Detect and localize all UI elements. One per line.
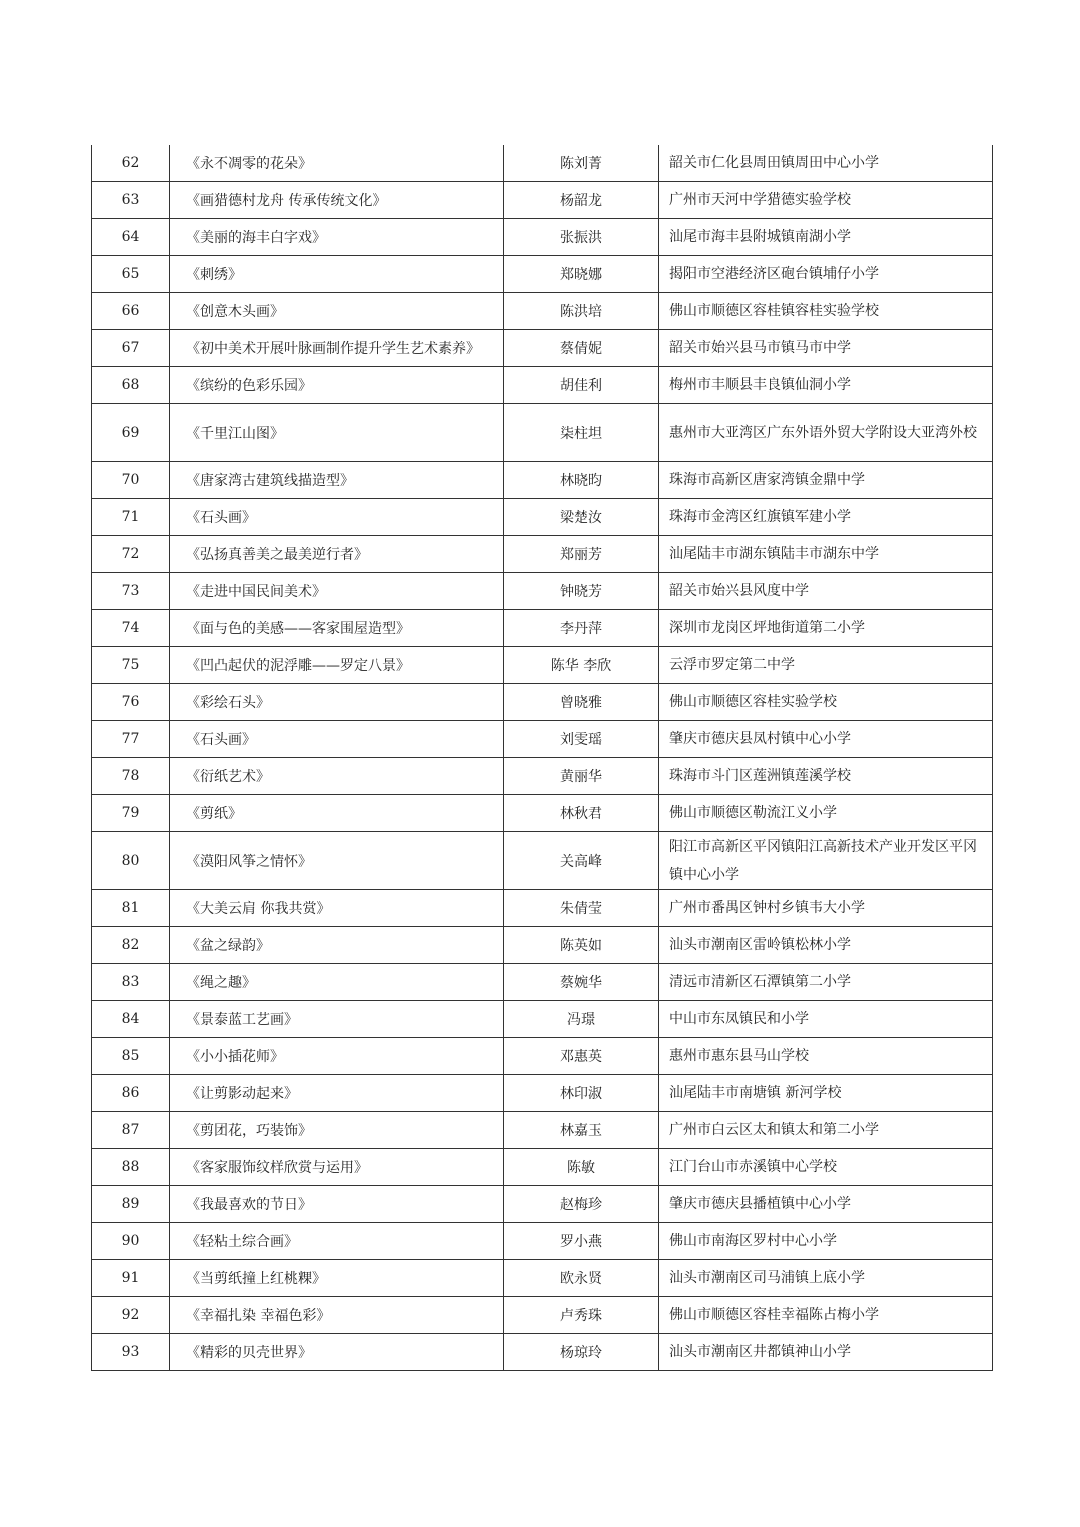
table-row (92, 1001, 993, 1038)
table-row (92, 1075, 993, 1112)
table-row (92, 684, 993, 721)
table-row (92, 610, 993, 647)
row-school: 佛山市顺德区容桂幸福陈占梅小学 (659, 1297, 993, 1334)
row-title: 《剪团花，巧装饰》 (170, 1112, 504, 1149)
row-school: 佛山市顺德区容桂实验学校 (659, 684, 993, 721)
row-school: 云浮市罗定第二中学 (659, 647, 993, 684)
row-author: 蔡婉华 (504, 964, 659, 1001)
table-row (92, 890, 993, 927)
row-title: 《刺绣》 (170, 256, 504, 293)
row-title: 《弘扬真善美之最美逆行者》 (170, 536, 504, 573)
row-number: 84 (92, 1001, 170, 1038)
row-number: 62 (92, 145, 170, 182)
row-author: 赵梅珍 (504, 1186, 659, 1223)
row-school: 广州市番禺区钟村乡镇韦大小学 (659, 890, 993, 927)
row-number: 76 (92, 684, 170, 721)
table-row (92, 462, 993, 499)
row-author: 罗小燕 (504, 1223, 659, 1260)
row-school: 惠州市大亚湾区广东外语外贸大学附设大亚湾外校 (659, 404, 993, 462)
row-author: 林秋君 (504, 795, 659, 832)
row-school: 揭阳市空港经济区砲台镇埔仔小学 (659, 256, 993, 293)
row-author: 欧永贤 (504, 1260, 659, 1297)
row-number: 79 (92, 795, 170, 832)
row-school: 广州市天河中学猎德实验学校 (659, 182, 993, 219)
row-title: 《幸福扎染 幸福色彩》 (170, 1297, 504, 1334)
row-school: 韶关市始兴县风度中学 (659, 573, 993, 610)
row-author: 杨韶龙 (504, 182, 659, 219)
row-school: 清远市清新区石潭镇第二小学 (659, 964, 993, 1001)
row-school: 珠海市金湾区红旗镇军建小学 (659, 499, 993, 536)
row-author: 钟晓芳 (504, 573, 659, 610)
row-school: 江门台山市赤溪镇中心学校 (659, 1149, 993, 1186)
row-number: 67 (92, 330, 170, 367)
table-row (92, 1334, 993, 1371)
row-title: 《盆之绿韵》 (170, 927, 504, 964)
table-row (92, 795, 993, 832)
row-number: 81 (92, 890, 170, 927)
row-author: 陈洪培 (504, 293, 659, 330)
row-title: 《小小插花师》 (170, 1038, 504, 1075)
table-row (92, 404, 993, 462)
row-school: 佛山市南海区罗村中心小学 (659, 1223, 993, 1260)
row-title: 《美丽的海丰白字戏》 (170, 219, 504, 256)
row-number: 68 (92, 367, 170, 404)
row-title: 《初中美术开展叶脉画制作提升学生艺术素养》 (170, 330, 504, 367)
table-row (92, 293, 993, 330)
table-body (92, 145, 993, 1371)
row-number: 89 (92, 1186, 170, 1223)
table-row (92, 927, 993, 964)
row-title: 《轻粘土综合画》 (170, 1223, 504, 1260)
row-school: 惠州市惠东县马山学校 (659, 1038, 993, 1075)
row-number: 93 (92, 1334, 170, 1371)
row-number: 73 (92, 573, 170, 610)
row-school: 佛山市顺德区勒流江义小学 (659, 795, 993, 832)
row-author: 刘雯瑶 (504, 721, 659, 758)
table-row (92, 219, 993, 256)
row-title: 《缤纷的色彩乐园》 (170, 367, 504, 404)
table-row (92, 145, 993, 182)
row-number: 82 (92, 927, 170, 964)
row-author: 陈刘菁 (504, 145, 659, 182)
row-title: 《凹凸起伏的泥浮雕——罗定八景》 (170, 647, 504, 684)
table-row (92, 573, 993, 610)
row-title: 《画猎德村龙舟 传承传统文化》 (170, 182, 504, 219)
row-number: 91 (92, 1260, 170, 1297)
row-number: 83 (92, 964, 170, 1001)
row-number: 90 (92, 1223, 170, 1260)
row-title: 《创意木头画》 (170, 293, 504, 330)
table-row (92, 1223, 993, 1260)
table-row (92, 330, 993, 367)
row-number: 92 (92, 1297, 170, 1334)
row-author: 关高峰 (504, 832, 659, 890)
row-title: 《石头画》 (170, 499, 504, 536)
row-title: 《走进中国民间美术》 (170, 573, 504, 610)
table-row (92, 758, 993, 795)
row-author: 郑丽芳 (504, 536, 659, 573)
row-author: 陈英如 (504, 927, 659, 964)
row-title: 《大美云肩 你我共赏》 (170, 890, 504, 927)
row-title: 《彩绘石头》 (170, 684, 504, 721)
row-number: 65 (92, 256, 170, 293)
award-list-table (91, 145, 993, 1371)
row-number: 78 (92, 758, 170, 795)
row-author: 蔡倩妮 (504, 330, 659, 367)
table-row (92, 499, 993, 536)
table-row (92, 256, 993, 293)
table-row (92, 1149, 993, 1186)
row-number: 87 (92, 1112, 170, 1149)
row-author: 胡佳利 (504, 367, 659, 404)
row-school: 中山市东凤镇民和小学 (659, 1001, 993, 1038)
row-title: 《精彩的贝壳世界》 (170, 1334, 504, 1371)
row-title: 《景泰蓝工艺画》 (170, 1001, 504, 1038)
row-school: 汕尾陆丰市南塘镇 新河学校 (659, 1075, 993, 1112)
table-row (92, 1038, 993, 1075)
row-title: 《当剪纸撞上红桃粿》 (170, 1260, 504, 1297)
row-number: 75 (92, 647, 170, 684)
row-title: 《唐家湾古建筑线描造型》 (170, 462, 504, 499)
row-author: 林嘉玉 (504, 1112, 659, 1149)
row-author: 陈敏 (504, 1149, 659, 1186)
row-title: 《我最喜欢的节日》 (170, 1186, 504, 1223)
row-author: 张振洪 (504, 219, 659, 256)
row-author: 曾晓雅 (504, 684, 659, 721)
table-row (92, 1186, 993, 1223)
row-number: 86 (92, 1075, 170, 1112)
row-school: 肇庆市德庆县播植镇中心小学 (659, 1186, 993, 1223)
table-row (92, 647, 993, 684)
row-school: 梅州市丰顺县丰良镇仙洞小学 (659, 367, 993, 404)
table-row (92, 832, 993, 890)
row-title: 《漠阳风筝之情怀》 (170, 832, 504, 890)
row-number: 66 (92, 293, 170, 330)
row-author: 郑晓娜 (504, 256, 659, 293)
row-title: 《衍纸艺术》 (170, 758, 504, 795)
row-title: 《石头画》 (170, 721, 504, 758)
row-title: 《让剪影动起来》 (170, 1075, 504, 1112)
row-number: 69 (92, 404, 170, 462)
row-school: 肇庆市德庆县凤村镇中心小学 (659, 721, 993, 758)
row-number: 85 (92, 1038, 170, 1075)
table-row (92, 536, 993, 573)
row-school: 佛山市顺德区容桂镇容桂实验学校 (659, 293, 993, 330)
row-school: 汕头市潮南区井都镇神山小学 (659, 1334, 993, 1371)
table-row (92, 182, 993, 219)
row-school: 珠海市高新区唐家湾镇金鼎中学 (659, 462, 993, 499)
row-author: 柒柱坦 (504, 404, 659, 462)
row-number: 70 (92, 462, 170, 499)
row-title: 《绳之趣》 (170, 964, 504, 1001)
row-author: 冯璟 (504, 1001, 659, 1038)
row-number: 80 (92, 832, 170, 890)
row-school: 汕尾陆丰市湖东镇陆丰市湖东中学 (659, 536, 993, 573)
row-author: 林印淑 (504, 1075, 659, 1112)
row-number: 63 (92, 182, 170, 219)
table-row (92, 1260, 993, 1297)
row-school: 深圳市龙岗区坪地街道第二小学 (659, 610, 993, 647)
row-school: 广州市白云区太和镇太和第二小学 (659, 1112, 993, 1149)
table-row (92, 1112, 993, 1149)
row-number: 64 (92, 219, 170, 256)
row-school: 汕尾市海丰县附城镇南湖小学 (659, 219, 993, 256)
row-number: 72 (92, 536, 170, 573)
row-author: 杨琼玲 (504, 1334, 659, 1371)
row-title: 《客家服饰纹样欣赏与运用》 (170, 1149, 504, 1186)
table-row (92, 1297, 993, 1334)
row-number: 74 (92, 610, 170, 647)
row-school: 汕头市潮南区司马浦镇上底小学 (659, 1260, 993, 1297)
row-author: 陈华 李欣 (504, 647, 659, 684)
table-row (92, 964, 993, 1001)
row-author: 卢秀珠 (504, 1297, 659, 1334)
row-school: 汕头市潮南区雷岭镇松林小学 (659, 927, 993, 964)
table-row (92, 721, 993, 758)
row-title: 《面与色的美感——客家围屋造型》 (170, 610, 504, 647)
row-number: 77 (92, 721, 170, 758)
row-author: 邓惠英 (504, 1038, 659, 1075)
row-author: 梁楚汝 (504, 499, 659, 536)
row-school: 珠海市斗门区莲洲镇莲溪学校 (659, 758, 993, 795)
row-school: 韶关市仁化县周田镇周田中心小学 (659, 145, 993, 182)
row-school: 韶关市始兴县马市镇马市中学 (659, 330, 993, 367)
row-number: 71 (92, 499, 170, 536)
row-number: 88 (92, 1149, 170, 1186)
row-author: 李丹萍 (504, 610, 659, 647)
row-title: 《剪纸》 (170, 795, 504, 832)
row-title: 《千里江山图》 (170, 404, 504, 462)
table-row (92, 367, 993, 404)
row-title: 《永不凋零的花朵》 (170, 145, 504, 182)
row-author: 黄丽华 (504, 758, 659, 795)
row-school: 阳江市高新区平冈镇阳江高新技术产业开发区平冈镇中心小学 (659, 832, 993, 890)
row-author: 林晓昀 (504, 462, 659, 499)
row-author: 朱倩莹 (504, 890, 659, 927)
